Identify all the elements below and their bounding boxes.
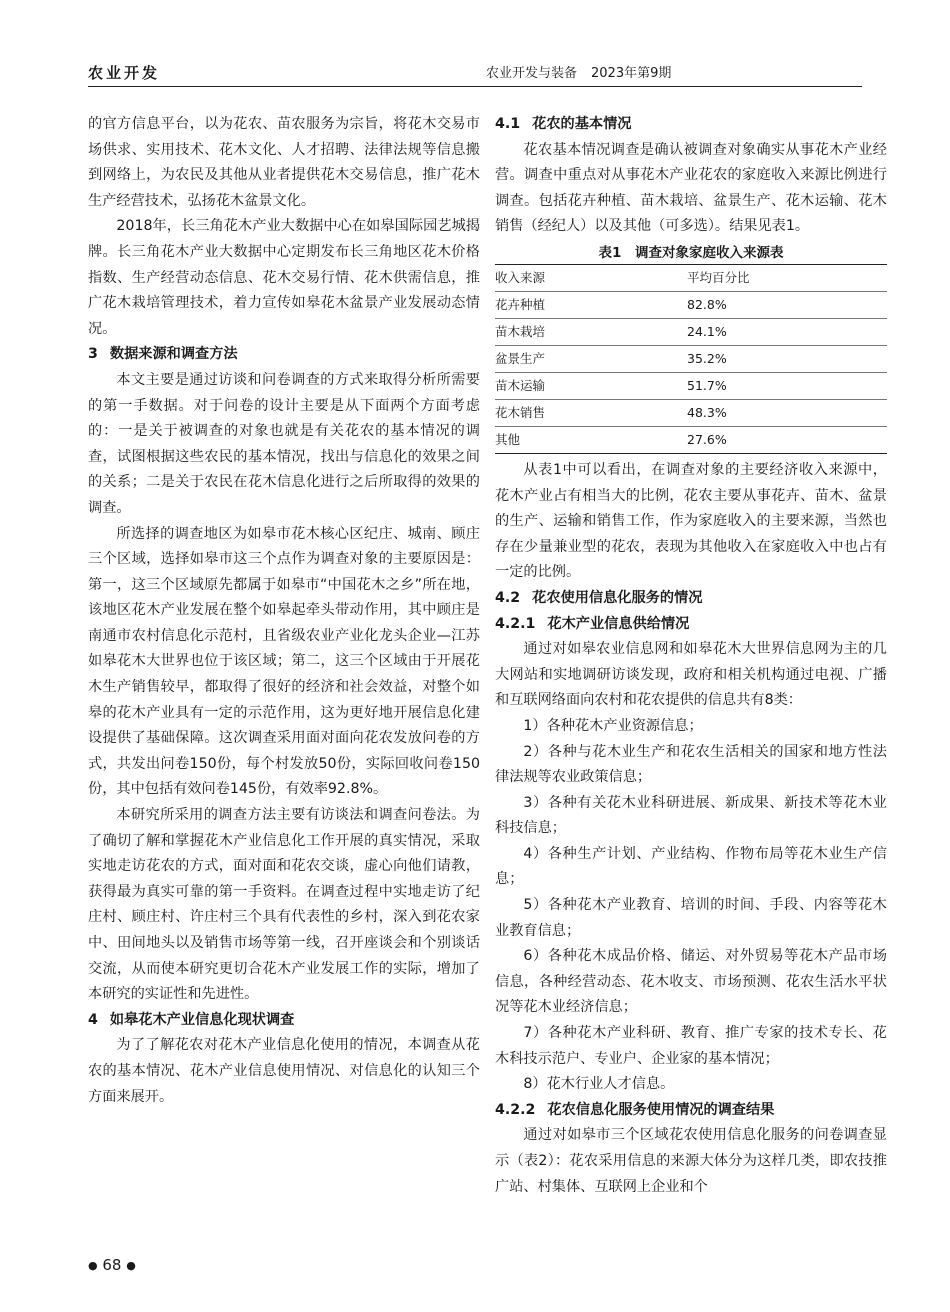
- paragraph: 所选择的调查地区为如皋市花木核心区纪庄、城南、顾庄三个区域，选择如皋市这三个点作为调查对象的主要原因是：第一，这三个区域原先都属于如皋市“中国花木之乡”所在地，该地区花木产业发展在整个如皋起牵头带动作用，其中顾庄是南通市农村信息化示范村，且省级农业产业化龙头企业—江苏如皋花木大世界也位于该区域；第二，这三个区域由于开展花木生产销售较早，都取得了很好的经济和社会效益，对整个如皋的花木产业具有一定的示范作用，这为更好地开展信息化建设提供了基础保障。这次调查采用面对面向花农发放问卷的方式，共发出问卷150份，每个村发放50份，实际回收问卷150份，其中包括有效问卷145份，有效率92.8%。: [88, 525, 480, 798]
- section-number: 4: [88, 1011, 98, 1028]
- table-cell-percent: 51.7%: [687, 372, 887, 399]
- section-number: 4.2: [495, 589, 521, 606]
- table-cell-percent: 48.3%: [687, 399, 887, 426]
- paragraph: 本研究所采用的调查方法主要有访谈法和调查问卷法。为了确切了解和掌握花木产业信息化工作开展的真实情况，采取实地走访花农的方式，面对面和花农交谈，虚心向他们请教，获得最为真实可靠的第一手资料。在调查过程中实地走访了纪庄村、顾庄村、许庄村三个具有代表性的乡村，深入到花农家中、田间地头以及销售市场等第一线，召开座谈会和个别谈话交流，从而使本研究更切合花木产业发展工作的实际，增加了本研究的实证性和先进性。: [88, 807, 480, 1003]
- table-cell-percent: 24.1%: [687, 318, 887, 345]
- table-cell-percent: 35.2%: [687, 345, 887, 372]
- table-cell-percent: 27.6%: [687, 432, 727, 448]
- paragraph: 花农基本情况调查是确认被调查对象确实从事花木产业经营。调查中重点对从事花木产业花农的家庭收入来源比例进行调查。包括花卉种植、苗木栽培、盆景生产、花木运输、花木销售（经纪人）以及其他（可多选）。结果见表1。: [495, 141, 887, 235]
- section-heading-3: [88, 342, 480, 368]
- section-number: 3: [88, 346, 98, 363]
- paragraph: 本文主要是通过访谈和问卷调查的方式来取得分析所需要的第一手数据。对于问卷的设计主要是从下面两个方面考虑的：一是关于被调查的对象也就是有关花农的基本情况的调查，试图根据这些农民的基本情况，找出与信息化的效果之间的关系；二是关于农民在花木信息化进行之后所取得的效果的调查。: [88, 371, 480, 516]
- section-title: 花农使用信息化服务的情况: [532, 589, 703, 606]
- table-cell-percent: 82.8%: [687, 291, 887, 318]
- subsection-heading-4-2-2: [495, 1098, 887, 1124]
- list-item: 4）各种生产计划、产业结构、作物布局等花木业生产信息；: [495, 845, 887, 888]
- running-header: [88, 58, 862, 87]
- list-item: 3）各种有关花木业科研进展、新成果、新技术等花木业科技信息；: [495, 794, 887, 837]
- list-item: 7）各种花木产业科研、教育、推广专家的技术专长、花木科技示范户、专业户、企业家的基本情况；: [495, 1025, 887, 1067]
- income-source-table: [495, 264, 887, 454]
- paragraph: 通过对如皋农业信息网和如皋花木大世界信息网为主的几大网站和实地调研访谈发现，政府和相关机构通过电视、广播和互联网络面向农村和花农提供的信息共有8类：: [495, 641, 887, 709]
- table-row: [495, 318, 887, 345]
- list-item: 2）各种与花木业生产和花农生活相关的国家和地方性法律法规等农业政策信息；: [495, 743, 887, 786]
- paragraph: 为了了解花农对花木产业信息化使用的情况，本调查从花农的基本情况、花木产业信息使用情况、对信息化的认知三个方面来展开。: [88, 1037, 480, 1105]
- table-header-row: [495, 264, 887, 291]
- page-number-value: 68: [102, 1256, 122, 1274]
- table-header-percent: 平均百分比: [687, 264, 887, 291]
- section-number: 4.1: [495, 116, 521, 132]
- table-row: [495, 345, 887, 372]
- header-section-name: 农业开发: [88, 64, 161, 82]
- table-row: [495, 372, 887, 399]
- paragraph: 的官方信息平台，以为花农、苗农服务为宗旨，将花木交易市场供求、实用技术、花木文化、人才招聘、法律法规等信息搬到网络上，为农民及其他从业者提供花木交易信息，推广花木生产经营技术，弘扬花木盆景文化。: [88, 116, 480, 209]
- section-number: 4.2.2: [495, 1101, 536, 1118]
- table-row: [495, 399, 887, 426]
- list-item: 5）各种花木产业教育、培训的时间、手段、内容等花木业教育信息；: [495, 897, 887, 939]
- section-title: 花农信息化服务使用情况的调查结果: [547, 1101, 775, 1118]
- left-column: [88, 112, 480, 1110]
- section-title: 如皋花木产业信息化现状调查: [109, 1011, 295, 1028]
- table-cell-source: 花木销售: [495, 399, 687, 426]
- header-journal-name: 农业开发与装备: [486, 66, 578, 81]
- right-column: [495, 112, 887, 1200]
- subsection-heading-4-2: [495, 586, 887, 612]
- bullet-dot-icon: ●: [126, 1259, 136, 1272]
- paragraph: 通过对如皋市三个区域花农使用信息化服务的问卷调查显示（表2）：花农采用信息的来源大体分为这样几类，即农技推广站、村集体、互联网上企业和个: [495, 1127, 887, 1195]
- paragraph: 从表1中可以看出，在调查对象的主要经济收入来源中，花木产业占有相当大的比例，花农主要从事花卉、苗木、盆景的生产、运输和销售工作，作为家庭收入的主要来源，当然也存在少量兼业型的花农，表现为其他收入在家庭收入中也占有一定的比例。: [495, 461, 887, 581]
- section-title: 花木产业信息供给情况: [547, 615, 690, 632]
- table-cell-source: 花卉种植: [495, 291, 687, 318]
- bullet-dot-icon: ●: [88, 1259, 98, 1272]
- header-issue: 2023年第9期: [591, 66, 672, 81]
- table-cell-source: 盆景生产: [495, 345, 687, 372]
- table-cell-source: 苗木运输: [495, 372, 687, 399]
- table-row: [495, 426, 887, 453]
- paragraph: 2018年，长三角花木产业大数据中心在如皋国际园艺城揭牌。长三角花木产业大数据中心定期发布长三角地区花木价格指数、生产经营动态信息、花木交易行情、花木供需信息，推广花木栽培管理技术，着力宣传如皋花木盆景产业发展动态情况。: [88, 218, 480, 337]
- header-journal-info: [486, 62, 685, 81]
- section-number: 4.2.1: [495, 615, 536, 632]
- table-caption: 表1 调查对象家庭收入来源表: [598, 244, 784, 261]
- section-heading-4: [88, 1008, 480, 1034]
- table-row: [495, 291, 887, 318]
- page-number: [88, 1256, 136, 1274]
- table-header-source: 收入来源: [495, 264, 687, 291]
- table-cell-source: 苗木栽培: [495, 318, 687, 345]
- subsection-heading-4-1: [495, 112, 887, 138]
- list-item: 1）各种花木产业资源信息；: [523, 717, 703, 734]
- list-item: 8）花木行业人才信息。: [523, 1076, 675, 1093]
- table-cell-source: 其他: [495, 432, 521, 448]
- section-title: 数据来源和调查方法: [109, 346, 238, 363]
- subsection-heading-4-2-1: [495, 612, 887, 638]
- section-title: 花农的基本情况: [532, 116, 632, 132]
- list-item: 6）各种花木成品价格、储运、对外贸易等花木产品市场信息，各种经营动态、花木收支、市场预测、花农生活水平状况等花木业经济信息；: [495, 948, 887, 1016]
